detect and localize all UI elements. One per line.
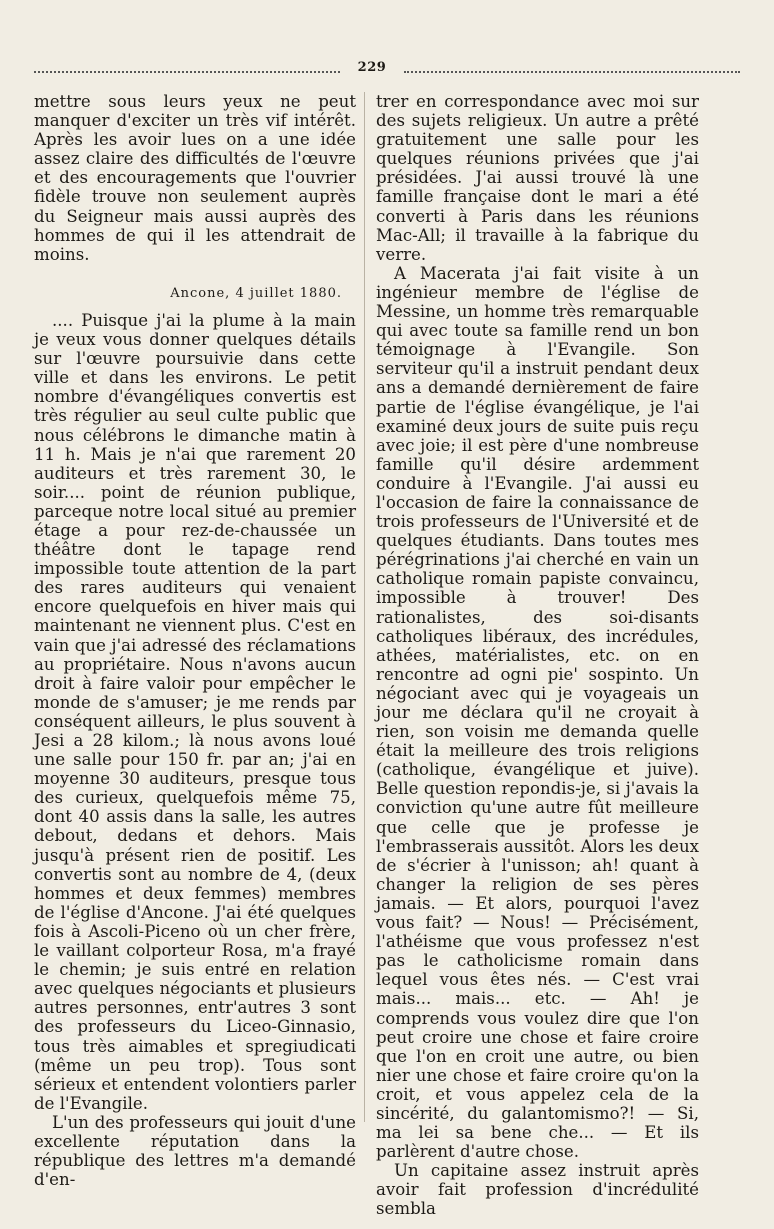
column-gutter xyxy=(364,92,365,1122)
page-number: 229 xyxy=(357,60,387,75)
right-paragraph-final: Un capitaine assez instruit après avoir fait profession d'incrédulité sembla xyxy=(376,1161,699,1219)
right-paragraph-macerata: A Macerata j'ai fait visite à un ingénieur membre de l'église de Messine, un homme très remarquable qui avec toute sa famille rend un bon témoignage à l'Evangile. Son serviteur qu'il a instruit pendant deux ans a demandé dernièrement de faire partie de l'église évangélique, je l'ai examiné deux jours de suite puis reçu avec joie; il est père d'une nombreuse famille qu'il désire ardemment conduire à l'Evangile. J'ai aussi eu l'occasion de faire la connaissance de trois professeurs de l'Université et de quelques étudiants. Dans toutes mes pérégrinations j'ai cherché en vain un catholique romain papiste convaincu, impossible à trouver! Des rationalistes, des soi-disants catholiques libéraux, des incrédules, athées, matérialistes, etc. on en rencontre ad ogni pie' sospinto. Un négociant avec qui je voyageais un jour me déclara qu'il ne croyait à rien, son voisin me demanda quelle était la meilleure des trois religions (catholique, évangélique et juive). Belle question repondis-je, si j'avais la conviction qu'une autre fût meilleure que celle que je professe je l'embrasserais aussitôt. Alors les deux de s'écrier à l'unisson; ah! quant à changer la religion de ses pères jamais. — Et alors, pourquoi l'avez vous fait? — Nous! — Précisément, l'athéisme que vous professez n'est pas le catholicisme romain dans lequel vous êtes nés. — C'est vrai mais... mais... etc. — Ah! je comprends vous voulez dire que l'on peut croire une chose et faire croire que l'on en croit une autre, ou bien nier une chose et faire croire qu'on la croit, et vous appelez cela de la sincérité, du galantomismo?! — Si, ma lei sa bene che... — Et ils parlèrent d'autre chose. xyxy=(376,263,699,1162)
letter-body-paragraph: .... Puisque j'ai la plume à la main je veux vous donner quelques détails sur l'œuvre poursuivie dans cette ville et dans les environs. Le petit nombre d'évangéliques convertis est très régulier au seul culte public que nous célébrons le dimanche matin à 11 h. Mais je n'ai que rarement 20 auditeurs et très rarement 30, le soir.... point de réunion publique, parceque notre local situé au premier étage a pour rez-de-chaussée un théâtre dont le tapage rend impossible toute attention de la part des rares auditeurs qui venaient encore quelquefois en hiver mais qui maintenant ne viennent plus. C'est en vain que j'ai adressé des réclamations au propriétaire. Nous n'avons aucun droit à faire valoir pour empêcher le monde de s'amuser; je me rends par conséquent ailleurs, le plus souvent à Jesi a 28 kilom.; là nous avons loué une salle pour 150 fr. par an; j'ai en moyenne 30 auditeurs, presque tous des curieux, quelquefois même 75, dont 40 assis dans la salle, les autres debout, dedans et dehors. Mais jusqu'à présent rien de positif. Les convertis sont au nombre de 4, (deux hommes et deux femmes) membres de l'église d'Ancone. J'ai été quelques fois à Ascoli-Piceno où un cher frère, le vaillant colporteur Rosa, m'a frayé le chemin; je suis entré en relation avec quelques négociants et plusieurs autres personnes, entr'autres 3 sont des professeurs du Liceo-Ginnasio, tous très aimables et spregiudicati (même un peu trop). Tous sont sérieux et entendent volontiers parler de l'Evangile. xyxy=(34,310,356,1113)
left-column xyxy=(34,92,356,1189)
left-paragraph-continuation: mettre sous leurs yeux ne peut manquer d'exciter un très vif intérêt. Après les avoir lues on a une idée assez claire des difficultés de l'œuvre et des encouragements que l'ouvrier fidèle trouve non seulement auprès du Seigneur mais aussi auprès des hommes de qui il les attendrait de moins. xyxy=(34,92,356,264)
right-column xyxy=(376,92,699,1219)
right-paragraph-continuation: trer en correspondance avec moi sur des sujets religieux. Un autre a prêté gratuitement une salle pour les quelques réunions privées que j'ai présidées. J'ai aussi trouvé là une famille française dont le mari a été converti à Paris dans les réunions Mac-All; il travaille à la fabrique du verre. xyxy=(376,92,699,264)
header-rule-right xyxy=(404,71,740,73)
header-rule-left xyxy=(34,71,340,73)
page-header xyxy=(34,60,740,80)
left-paragraph-final: L'un des professeurs qui jouit d'une excellente réputation dans la république des lettres m'a demandé d'en- xyxy=(34,1112,356,1190)
letter-dateline: Ancone, 4 juillet 1880. xyxy=(170,285,342,301)
